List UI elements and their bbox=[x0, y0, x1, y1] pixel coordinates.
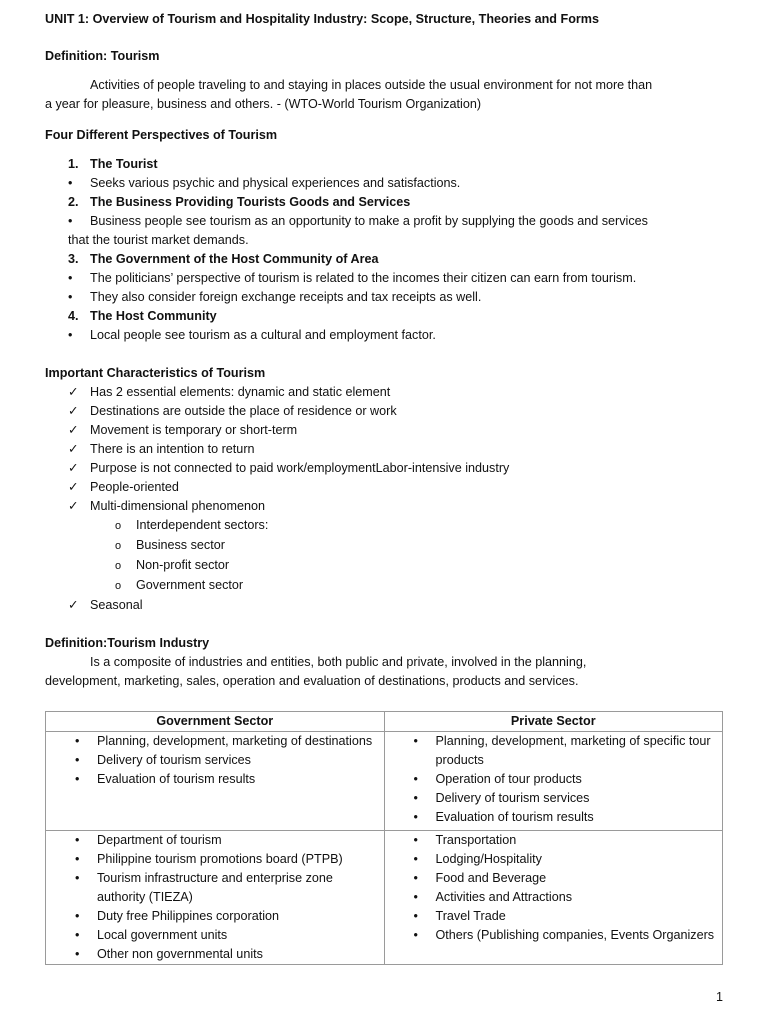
definition-tourism-line: Activities of people traveling to and staying in places outside the usual environment for not more than bbox=[90, 78, 653, 92]
private-entities-cell bbox=[384, 831, 723, 965]
checkmark-icon: ✓ bbox=[68, 499, 79, 513]
government-entities-cell bbox=[46, 831, 385, 965]
table-header-row bbox=[46, 712, 723, 732]
checkmark-icon: ✓ bbox=[68, 385, 79, 399]
list-item: • Food and Beverage bbox=[385, 869, 723, 888]
perspectives-heading: Four Different Perspectives of Tourism bbox=[45, 128, 278, 142]
characteristic-item: ✓ There is an intention to return bbox=[45, 440, 725, 459]
characteristic-item: ✓ Destinations are outside the place of residence or work bbox=[45, 402, 725, 421]
list-item: • Local government units bbox=[46, 926, 384, 945]
perspective-bullet: • Business people see tourism as an opportunity to make a profit by supplying the goods and services bbox=[68, 214, 648, 228]
list-item: • Planning, development, marketing of destinations bbox=[46, 732, 384, 751]
table-row bbox=[46, 831, 723, 965]
checkmark-icon: ✓ bbox=[68, 442, 79, 456]
definition-industry-line: development, marketing, sales, operation and evaluation of destinations, products and services. bbox=[45, 674, 579, 688]
perspective-bullet: • Seeks various psychic and physical experiences and satisfactions. bbox=[68, 176, 461, 190]
perspective-title: 4. The Host Community bbox=[68, 309, 217, 323]
definition-tourism-text bbox=[45, 76, 725, 114]
characteristic-sub-item: o Interdependent sectors: bbox=[45, 516, 725, 536]
list-item: • Duty free Philippines corporation bbox=[46, 907, 384, 926]
list-item: • Transportation bbox=[385, 831, 723, 850]
circle-bullet-icon: o bbox=[115, 520, 122, 532]
list-item: • Other non governmental units bbox=[46, 945, 384, 964]
list-item: • Philippine tourism promotions board (PTPB) bbox=[46, 850, 384, 869]
definition-tourism-heading: Definition: Tourism bbox=[45, 49, 160, 63]
list-item: • Evaluation of tourism results bbox=[46, 770, 384, 789]
definition-tourism-line: a year for pleasure, business and others. - (WTO-World Tourism Organization) bbox=[45, 97, 482, 111]
document-page bbox=[45, 10, 725, 691]
sectors-table bbox=[45, 711, 723, 965]
circle-bullet-icon: o bbox=[115, 580, 122, 592]
list-item: • Department of tourism bbox=[46, 831, 384, 850]
list-item: • Lodging/Hospitality bbox=[385, 850, 723, 869]
characteristic-sub-item: o Non-profit sector bbox=[45, 556, 725, 576]
list-item: • Travel Trade bbox=[385, 907, 723, 926]
page-number: 1 bbox=[715, 990, 723, 1004]
definition-industry-line: Is a composite of industries and entities, both public and private, involved in the planning, bbox=[90, 655, 587, 669]
list-item: • Delivery of tourism services bbox=[385, 789, 723, 808]
perspective-bullet: • They also consider foreign exchange receipts and tax receipts as well. bbox=[68, 290, 482, 304]
list-item: • Planning, development, marketing of specific tour products bbox=[385, 732, 723, 770]
characteristics-list bbox=[45, 383, 725, 615]
checkmark-icon: ✓ bbox=[68, 461, 79, 475]
list-item: • Evaluation of tourism results bbox=[385, 808, 723, 827]
checkmark-icon: ✓ bbox=[68, 423, 79, 437]
circle-bullet-icon: o bbox=[115, 540, 122, 552]
perspective-bullet-continuation: that the tourist market demands. bbox=[68, 233, 249, 247]
list-item: • Tourism infrastructure and enterprise zone authority (TIEZA) bbox=[46, 869, 384, 907]
characteristic-item: ✓ Movement is temporary or short-term bbox=[45, 421, 725, 440]
checkmark-icon: ✓ bbox=[68, 404, 79, 418]
column-header-private: Private Sector bbox=[384, 712, 723, 732]
characteristic-sub-item: o Government sector bbox=[45, 576, 725, 596]
perspective-title: 3. The Government of the Host Community of Area bbox=[68, 252, 379, 266]
characteristic-item: ✓ Has 2 essential elements: dynamic and static element bbox=[45, 383, 725, 402]
checkmark-icon: ✓ bbox=[68, 480, 79, 494]
perspective-bullet: • The politicians’ perspective of tourism is related to the incomes their citizen can earn from tourism. bbox=[68, 271, 637, 285]
perspective-title: 2. The Business Providing Tourists Goods and Services bbox=[68, 195, 411, 209]
private-roles-cell bbox=[384, 732, 723, 831]
list-item: • Others (Publishing companies, Events Organizers bbox=[385, 926, 723, 945]
characteristic-item: ✓ Multi-dimensional phenomenon bbox=[45, 497, 725, 516]
definition-industry-heading: Definition:Tourism Industry bbox=[45, 636, 210, 650]
table-row bbox=[46, 732, 723, 831]
characteristic-item: ✓ Seasonal bbox=[45, 596, 725, 615]
unit-title: UNIT 1: Overview of Tourism and Hospitality Industry: Scope, Structure, Theories and Forms bbox=[45, 12, 599, 26]
list-item: • Operation of tour products bbox=[385, 770, 723, 789]
characteristic-sub-item: o Business sector bbox=[45, 536, 725, 556]
list-item: • Delivery of tourism services bbox=[46, 751, 384, 770]
perspective-title: 1. The Tourist bbox=[68, 157, 158, 171]
list-item: • Activities and Attractions bbox=[385, 888, 723, 907]
column-header-government: Government Sector bbox=[46, 712, 385, 732]
characteristic-item: ✓ Purpose is not connected to paid work/employmentLabor-intensive industry bbox=[45, 459, 725, 478]
checkmark-icon: ✓ bbox=[68, 598, 79, 612]
definition-industry-text bbox=[45, 653, 725, 691]
characteristics-heading: Important Characteristics of Tourism bbox=[45, 366, 266, 380]
perspectives-list bbox=[45, 155, 725, 345]
circle-bullet-icon: o bbox=[115, 560, 122, 572]
characteristic-item: ✓ People-oriented bbox=[45, 478, 725, 497]
government-roles-cell bbox=[46, 732, 385, 831]
perspective-bullet: • Local people see tourism as a cultural and employment factor. bbox=[68, 328, 436, 342]
